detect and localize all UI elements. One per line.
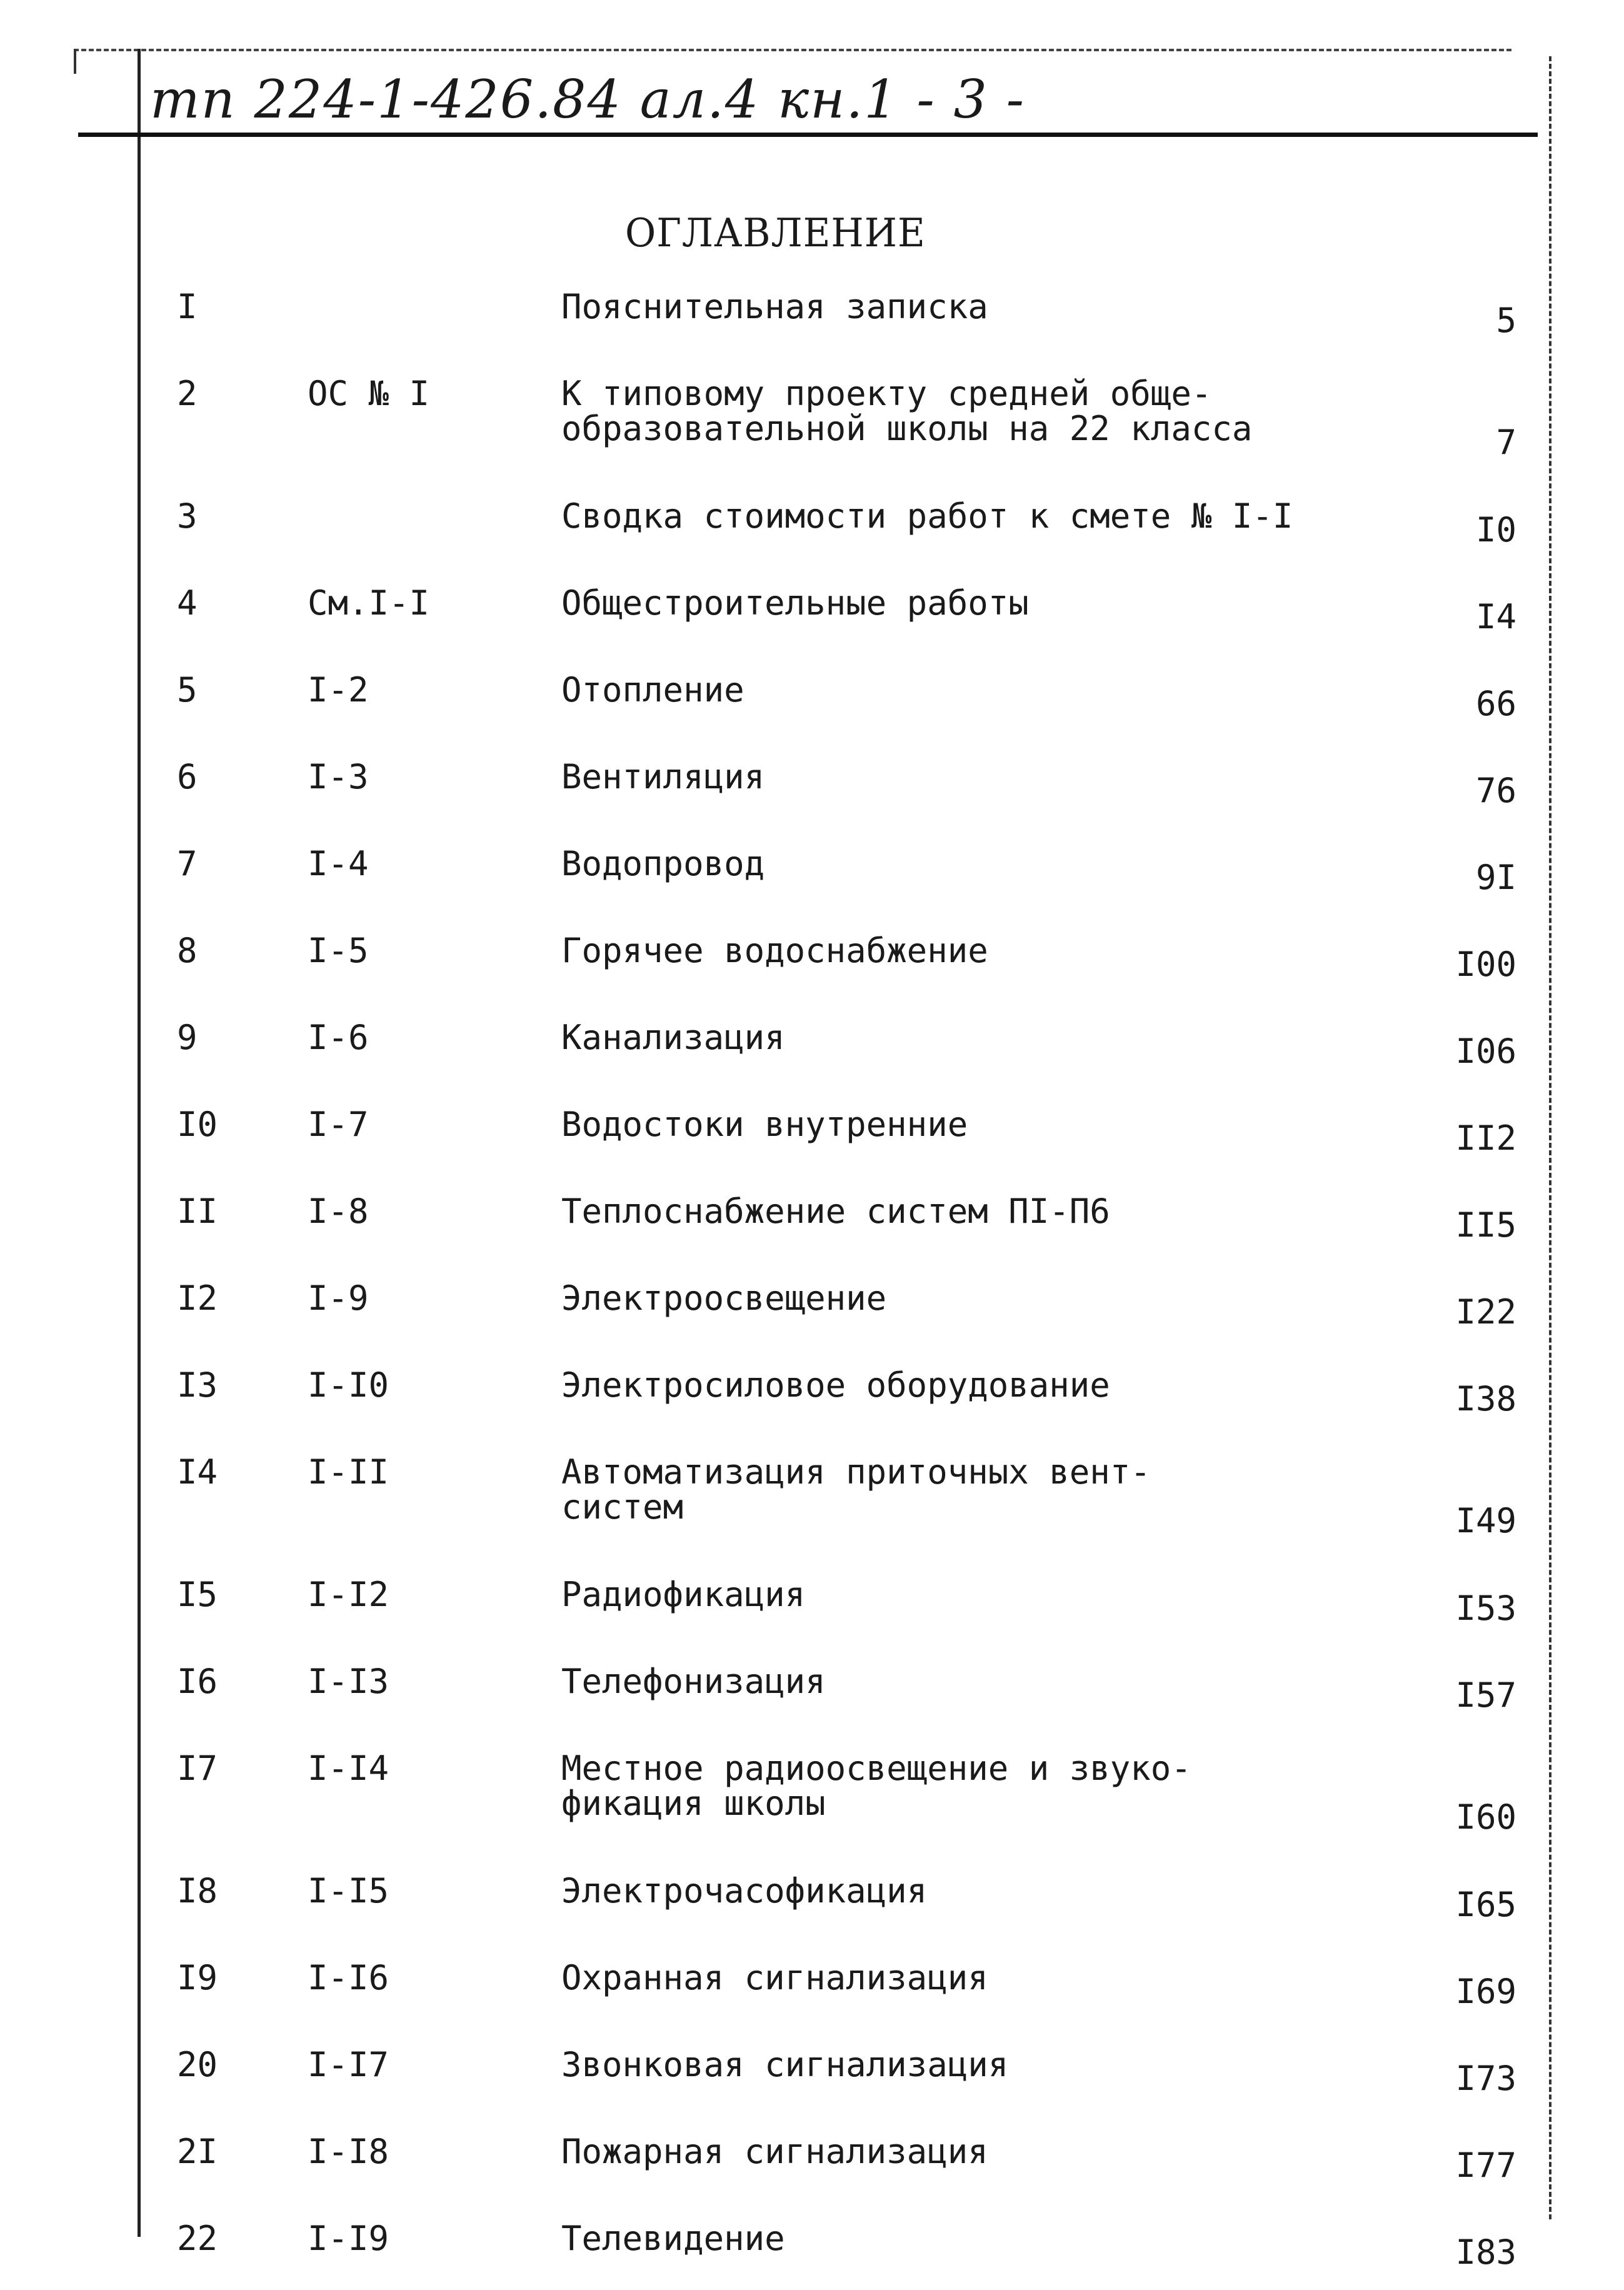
toc-entry-title-line: Радиофикация: [561, 1575, 806, 1614]
toc-entry-page: I00: [1455, 945, 1516, 984]
toc-entry-page: I65: [1455, 1885, 1516, 1924]
toc-entry-title: [561, 757, 765, 796]
toc-entry-number: II: [177, 1192, 218, 1231]
toc-entry-title-line: Звонковая сигнализация: [561, 2045, 1009, 2084]
toc-entry-number: I9: [177, 1958, 218, 1997]
toc-entry-title: [561, 1020, 785, 1055]
toc-entry-number: 7: [177, 844, 198, 883]
toc-entry-title-line: Отопление: [561, 670, 744, 710]
toc-entry-title: [561, 289, 988, 324]
toc-entry-title-line: образовательной школы на 22 класса: [561, 409, 1253, 448]
toc-entry-title-line: Телевидение: [561, 2219, 785, 2258]
toc-entry-number: 2: [177, 374, 198, 413]
toc-entry-number: I3: [177, 1365, 218, 1405]
toc-entry-code: I-I3: [308, 1662, 389, 1701]
toc-entry-page: I49: [1455, 1501, 1516, 1540]
toc-entry-code: I-I2: [308, 1575, 389, 1614]
toc-entry-code: См.I-I: [308, 583, 430, 623]
toc-entry-title-line: Водостоки внутренние: [561, 1105, 968, 1144]
toc-entry-title: [561, 1664, 826, 1699]
toc-entry-number: 22: [177, 2219, 218, 2258]
toc-entry-number: 20: [177, 2045, 218, 2084]
toc-entry-title: [561, 1278, 887, 1318]
toc-entry-code: I-3: [308, 757, 369, 796]
toc-entry-page: I57: [1455, 1675, 1516, 1715]
toc-entry-page: I83: [1455, 2232, 1516, 2272]
toc-entry-number: 6: [177, 757, 198, 796]
toc-entry-number: 5: [177, 670, 198, 710]
toc-entry-page: I06: [1455, 1032, 1516, 1071]
toc-entry-title: [561, 2134, 988, 2169]
toc-entry-number: 9: [177, 1018, 198, 1057]
toc-entry-title: [561, 496, 1293, 536]
toc-entry-code: I-5: [308, 931, 369, 970]
toc-entry-title: [561, 1751, 1191, 1821]
toc-entry-title: [561, 376, 1252, 446]
toc-entry-page: I53: [1455, 1589, 1516, 1628]
toc-heading: ОГЛАВЛЕНИЕ: [625, 210, 926, 256]
toc-entry-page: I73: [1455, 2059, 1516, 2098]
toc-entry-page: 7: [1496, 423, 1516, 462]
toc-entry-title: [561, 1194, 1110, 1229]
toc-entry-page: I60: [1455, 1797, 1516, 1837]
toc-entry-number: 3: [177, 496, 198, 536]
toc-entry-code: I-4: [308, 844, 369, 883]
toc-entry-code: ОС № I: [308, 374, 430, 413]
toc-entry-number: 2I: [177, 2132, 218, 2171]
toc-entry-title: [561, 2221, 785, 2256]
toc-entry-title-line: Электрочасофикация: [561, 1871, 928, 1911]
toc-entry-title-line: Местное радиоосвещение и звуко-: [561, 1749, 1191, 1788]
toc-entry-page: I38: [1455, 1379, 1516, 1419]
toc-entry-title-line: К типовому проекту средней обще-: [561, 374, 1212, 413]
toc-entry-title-line: Теплоснабжение систем ПI-П6: [561, 1192, 1110, 1231]
toc-entry-title-line: Вентиляция: [561, 757, 765, 796]
toc-entry-code: I-7: [308, 1105, 369, 1144]
toc-entry-title-line: Автоматизация приточных вент-: [561, 1452, 1151, 1492]
toc-entry-page: I69: [1455, 1972, 1516, 2011]
toc-entry-code: I-6: [308, 1018, 369, 1057]
toc-entry-page: 76: [1475, 771, 1516, 810]
toc-entry-code: I-I4: [308, 1749, 389, 1788]
toc-entry-title: [561, 1107, 968, 1142]
toc-entry-title: [561, 2047, 1008, 2082]
toc-entry-page: 66: [1475, 684, 1516, 723]
toc-entry-page: 9I: [1475, 858, 1516, 897]
toc-entry-code: I-II: [308, 1452, 389, 1492]
toc-entry-number: I2: [177, 1278, 218, 1318]
toc-entry-page: I77: [1455, 2146, 1516, 2185]
toc-entry-title: [561, 846, 764, 881]
toc-entry-title-line: Горячее водоснабжение: [561, 931, 988, 970]
toc-entry-title-line: Водопровод: [561, 844, 765, 883]
toc-entry-page: I4: [1475, 597, 1516, 636]
toc-entry-code: I-I8: [308, 2132, 389, 2171]
toc-entry-title-line: Пожарная сигнализация: [561, 2132, 988, 2171]
toc-entry-number: I: [177, 287, 198, 326]
toc-entry-title-line: Охранная сигнализация: [561, 1958, 988, 1997]
toc-entry-number: 4: [177, 583, 198, 623]
toc-entry-title-line: фикация школы: [561, 1784, 826, 1823]
toc-entry-code: I-8: [308, 1192, 369, 1231]
toc-entry-number: I7: [177, 1749, 218, 1788]
toc-entry-title-line: Канализация: [561, 1018, 785, 1057]
toc-entry-code: I-I9: [308, 2219, 389, 2258]
toc-entry-title: [561, 1871, 928, 1911]
toc-entry-title-line: Электросиловое оборудование: [561, 1365, 1110, 1405]
toc-entry-page: I22: [1455, 1292, 1516, 1332]
toc-entry-number: I0: [177, 1105, 218, 1144]
toc-entry-page: II2: [1455, 1118, 1516, 1158]
toc-entry-code: I-I7: [308, 2045, 389, 2084]
toc-entry-page: II5: [1455, 1205, 1516, 1245]
toc-entry-title: [561, 1452, 1151, 1527]
toc-entry-number: I6: [177, 1662, 218, 1701]
toc-entry-title-line: Общестроительные работы: [561, 583, 1029, 623]
toc-entry-page: 5: [1496, 301, 1516, 340]
toc-entry-code: I-I6: [308, 1958, 389, 1997]
toc-entry-title: [561, 1365, 1110, 1405]
toc-entry-number: I8: [177, 1871, 218, 1911]
document-code: тп 224-1-426.84 ал.4 кн.1 - 3 -: [150, 69, 1025, 130]
toc-entry-title: [561, 670, 744, 710]
toc-entry-title-line: Сводка стоимости работ к смете № I-I: [561, 496, 1293, 536]
toc-entry-title-line: Пояснительная записка: [561, 287, 988, 326]
toc-entry-title: [561, 583, 1029, 623]
toc-entry-code: I-2: [308, 670, 369, 710]
toc-entry-title-line: систем: [561, 1487, 684, 1527]
toc-entry-title: [561, 933, 988, 968]
toc-entry-number: I5: [177, 1575, 218, 1614]
toc-entry-page: I0: [1475, 510, 1516, 550]
toc-entry-title: [561, 1958, 988, 1997]
toc-entry-title: [561, 1577, 805, 1612]
toc-entry-code: I-9: [308, 1278, 369, 1318]
toc-entry-title-line: Электроосвещение: [561, 1278, 887, 1318]
toc-entry-code: I-I5: [308, 1871, 389, 1911]
toc-entry-number: I4: [177, 1452, 218, 1492]
toc-entry-number: 8: [177, 931, 198, 970]
toc-entry-code: I-I0: [308, 1365, 389, 1405]
toc-entry-title-line: Телефонизация: [561, 1662, 826, 1701]
